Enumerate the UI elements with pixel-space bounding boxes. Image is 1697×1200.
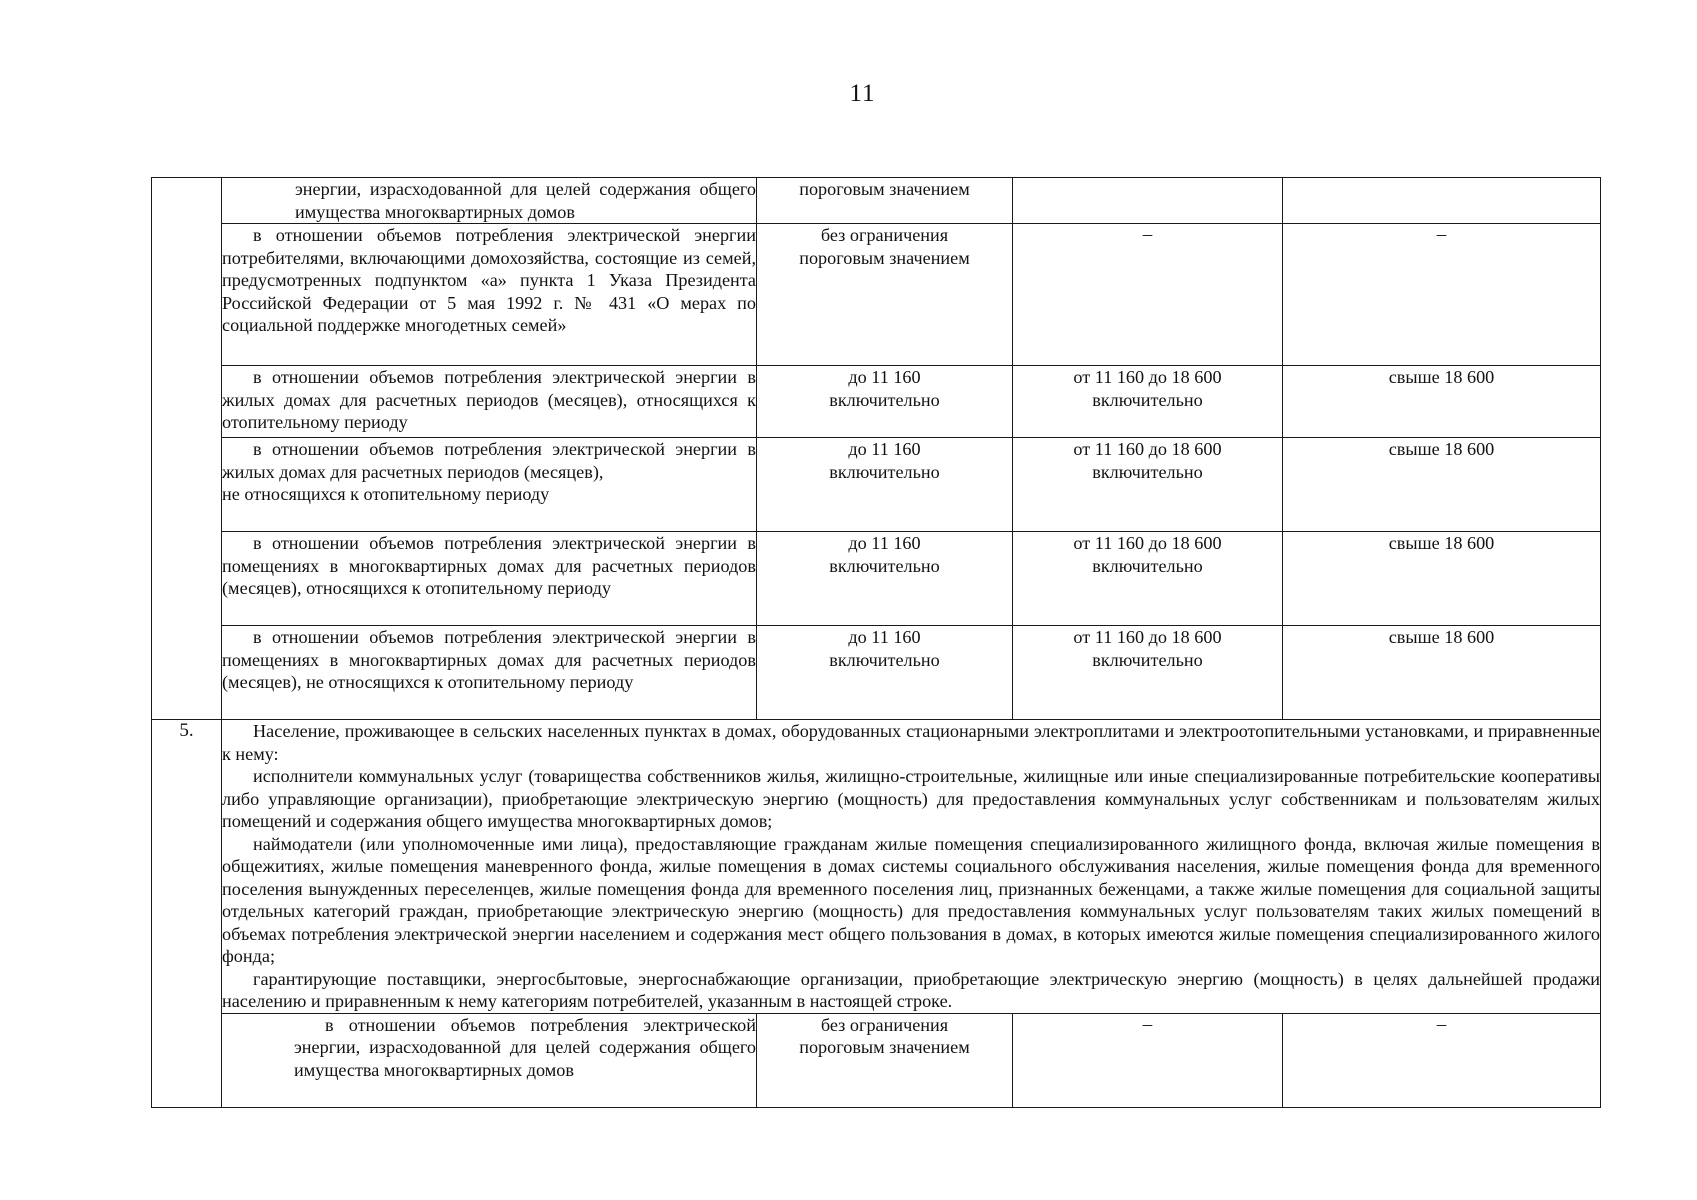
section-5-header-row bbox=[152, 720, 1601, 1014]
threshold-high-cell: свыше 18 600 bbox=[1283, 626, 1601, 720]
table-row bbox=[152, 532, 1601, 626]
threshold-low-cell: до 11 160 включительно bbox=[757, 532, 1013, 626]
description-text-continued: не относящихся к отопительному периоду bbox=[222, 484, 550, 504]
threshold-mid-cell: – bbox=[1013, 224, 1283, 366]
page-number: 11 bbox=[849, 80, 876, 107]
description-text: в отношении объемов потребления электрической энергии в помещениях в многоквартирных домах для расчетных периодов (месяцев), относящихся к отопительному периоду bbox=[222, 533, 756, 598]
description-text: энергии, израсходованной для целей содержания общего имущества многоквартирных домов bbox=[295, 179, 756, 222]
threshold-high-cell: свыше 18 600 bbox=[1283, 366, 1601, 438]
table-row bbox=[152, 1013, 1601, 1107]
description-cell bbox=[222, 626, 757, 720]
description-text: в отношении объемов потребления электрической энергии в помещениях в многоквартирных домах для расчетных периодов (месяцев), не относящихся к отопительному периоду bbox=[222, 627, 756, 692]
threshold-high-cell: свыше 18 600 bbox=[1283, 532, 1601, 626]
threshold-high-cell: свыше 18 600 bbox=[1283, 438, 1601, 532]
section-5-text-cell bbox=[222, 720, 1601, 1014]
threshold-low-cell: без ограничения пороговым значением bbox=[757, 224, 1013, 366]
description-cell bbox=[222, 224, 757, 366]
description-text: в отношении объемов потребления электрической энергии в жилых домах для расчетных периодов (месяцев), bbox=[222, 439, 756, 482]
table-row bbox=[152, 438, 1601, 532]
threshold-low-cell: пороговым значением bbox=[757, 178, 1013, 224]
threshold-mid-cell: – bbox=[1013, 1013, 1283, 1107]
threshold-low-cell: до 11 160 включительно bbox=[757, 366, 1013, 438]
threshold-low-cell: без ограничения пороговым значением bbox=[757, 1013, 1013, 1107]
section-5-paragraph-3: наймодатели (или уполномоченные ими лица), предоставляющие гражданам жилые помещения специализированного жилищного фонда, включая жилые помещения в общежитиях, жилые помещения маневренного фонда, жилые помещения в домах системы социального обслуживания населения, жилые помещения фонда для временного поселения вынужденных переселенцев, жилые помещения фонда для временного поселения лиц, признанных беженцами, а также жилые помещения для социальной защиты отдельных категорий граждан, приобретающие электрическую энергию (мощность) для предоставления коммунальных услуг пользователям таких жилых помещений в объемах потребления электрической энергии населением и содержания мест общего пользования в домах, в которых имеются жилые помещения специализированного жилого фонда; bbox=[222, 833, 1600, 966]
section-5-paragraph-4: гарантирующие поставщики, энергосбытовые, энергоснабжающие организации, приобретающие электрическую энергию (мощность) в целях дальнейшей продажи населению и приравненным к нему категориям потребителей, указанным в настоящей строке. bbox=[222, 968, 1600, 1011]
table-row bbox=[152, 366, 1601, 438]
description-text: в отношении объемов потребления электрической энергии, израсходованной для целей содержания общего имущества многоквартирных домов bbox=[294, 1014, 756, 1080]
table-row bbox=[152, 224, 1601, 366]
threshold-mid-cell: от 11 160 до 18 600 включительно bbox=[1013, 626, 1283, 720]
threshold-high-cell bbox=[1283, 178, 1601, 224]
description-cell bbox=[222, 1013, 757, 1107]
description-cell bbox=[222, 366, 757, 438]
threshold-mid-cell bbox=[1013, 178, 1283, 224]
table-row bbox=[152, 626, 1601, 720]
description-cell bbox=[222, 532, 757, 626]
threshold-high-cell: – bbox=[1283, 1013, 1601, 1107]
section-5-paragraph-2: исполнители коммунальных услуг (товарищества собственников жилья, жилищно-строительные, жилищные или иные специализированные потребительские кооперативы либо управляющие организации), приобретающие электрическую энергию (мощность) для предоставления коммунальных услуг собственникам и пользователям жилых помещений и содержания общего имущества многоквартирных домов; bbox=[222, 766, 1600, 831]
row-number-cell: 5. bbox=[152, 720, 222, 1108]
threshold-low-cell: до 11 160 включительно bbox=[757, 438, 1013, 532]
description-text: в отношении объемов потребления электрической энергии в жилых домах для расчетных периодов (месяцев), относящихся к отопительному периоду bbox=[222, 367, 756, 432]
threshold-mid-cell: от 11 160 до 18 600 включительно bbox=[1013, 532, 1283, 626]
table-row bbox=[152, 178, 1601, 224]
row-number-cell bbox=[152, 178, 222, 720]
threshold-mid-cell: от 11 160 до 18 600 включительно bbox=[1013, 366, 1283, 438]
tariff-table bbox=[151, 177, 1601, 1108]
threshold-low-cell: до 11 160 включительно bbox=[757, 626, 1013, 720]
description-cell bbox=[222, 438, 757, 532]
description-cell bbox=[222, 178, 757, 224]
section-5-paragraph-1: Население, проживающее в сельских населенных пунктах в домах, оборудованных стационарными электроплитами и электроотопительными установками, и приравненные к нему: bbox=[222, 721, 1600, 764]
description-text: в отношении объемов потребления электрической энергии потребителями, включающими домохозяйства, состоящие из семей, предусмотренных подпунктом «а» пункта 1 Указа Президента Российской Федерации от 5 мая 1992 г. № 431 «О мерах по социальной поддержке многодетных семей» bbox=[222, 225, 756, 335]
threshold-high-cell: – bbox=[1283, 224, 1601, 366]
threshold-mid-cell: от 11 160 до 18 600 включительно bbox=[1013, 438, 1283, 532]
